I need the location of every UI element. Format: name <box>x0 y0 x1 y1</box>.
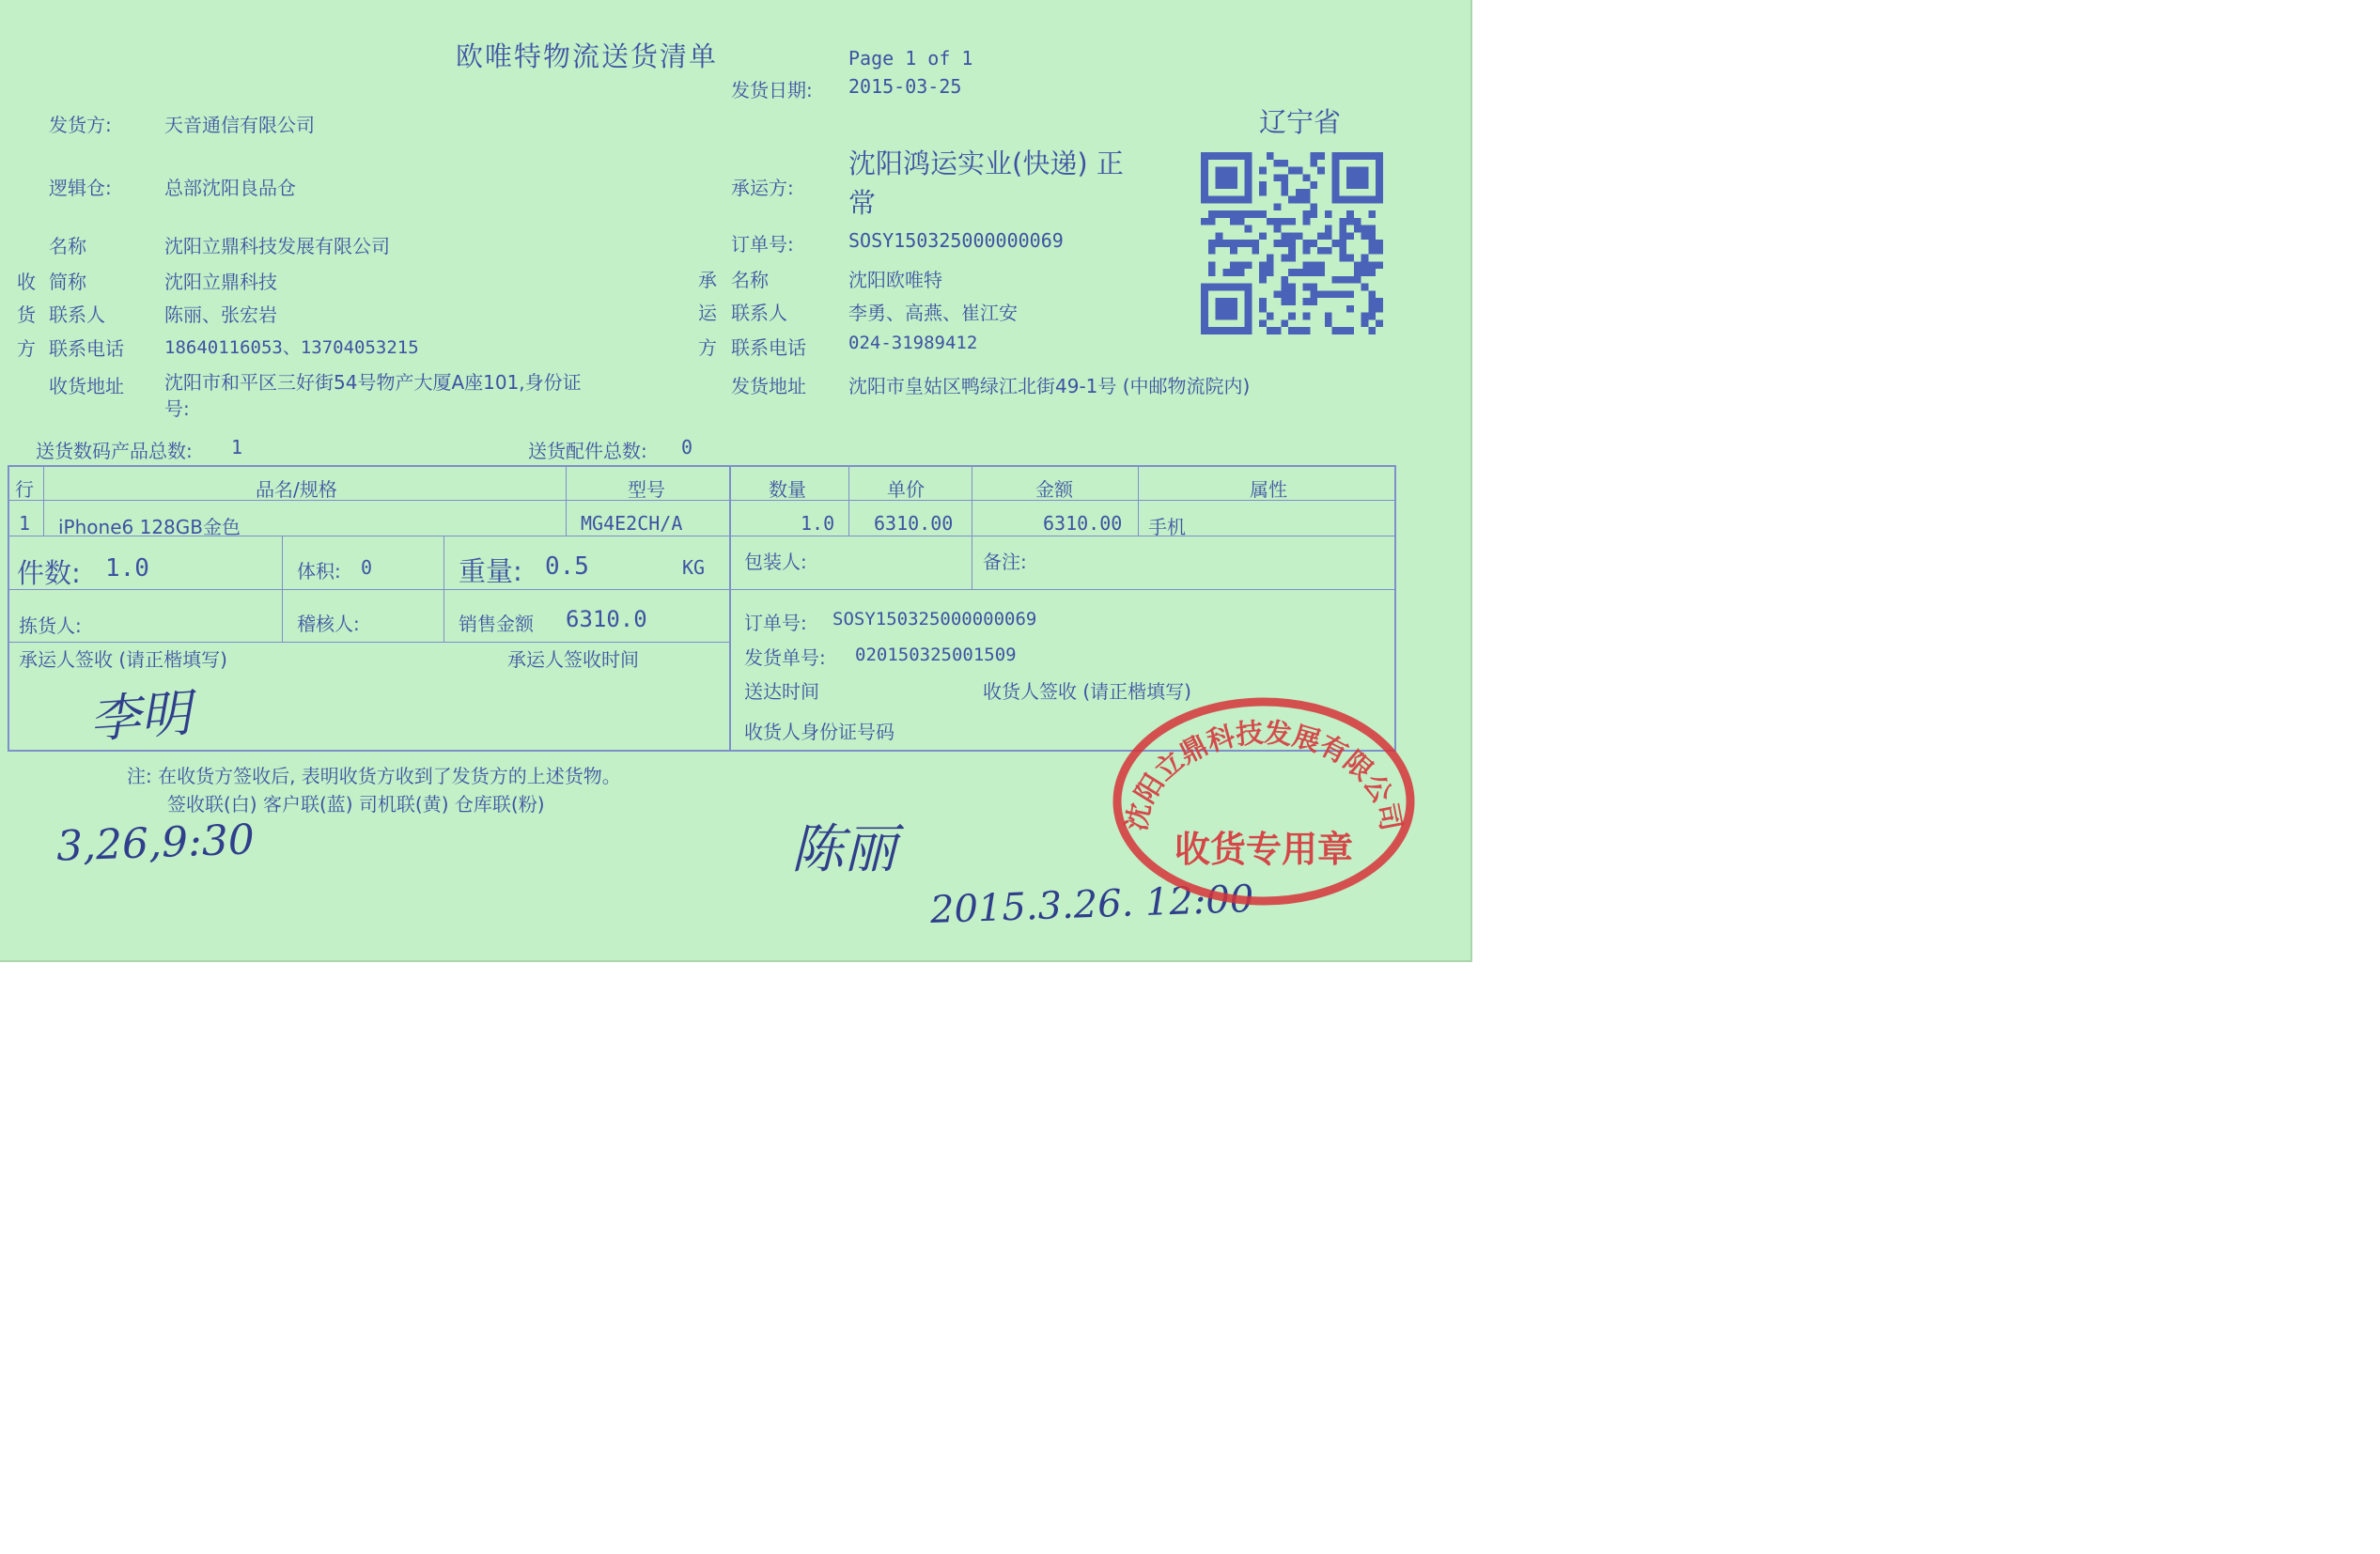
col-divider-model <box>729 465 731 752</box>
table-row-product: iPhone6 128GB金色 <box>58 516 241 538</box>
receiver-phone-label: 联系电话 <box>49 337 124 360</box>
pieces-label: 件数: <box>17 557 81 589</box>
receiving-stamp <box>1109 691 1419 909</box>
carrier-address: 沈阳市皇姑区鸭绿江北街49-1号 (中邮物流院内) <box>848 375 1251 397</box>
document-title: 欧唯特物流送货清单 <box>456 40 719 72</box>
carrier-contact: 李勇、高燕、崔江安 <box>848 302 1018 324</box>
digital-total: 1 <box>231 436 243 458</box>
volume-value: 0 <box>361 556 373 579</box>
ship-date-label: 发货日期: <box>731 79 813 101</box>
time-note: 3,26,9:30 <box>55 816 256 871</box>
receiver-name-label: 名称 <box>49 235 86 257</box>
receiver-sign-label: 收货人签收 (请正楷填写) <box>983 680 1191 703</box>
table-divider-picker <box>8 642 729 643</box>
receiver-address-label: 收货地址 <box>49 375 124 397</box>
warehouse-label: 逻辑仓: <box>49 177 112 199</box>
carrier-side-char-3: 方 <box>698 336 717 359</box>
picker-label: 拣货人: <box>19 614 82 637</box>
weight-unit: KG <box>682 556 706 579</box>
carrier-contact-label: 联系人 <box>731 302 787 324</box>
pieces-value: 1.0 <box>105 554 149 583</box>
col-header-qty: 数量 <box>769 478 806 501</box>
receiver-short-label: 简称 <box>49 271 86 293</box>
table-row-qty: 1.0 <box>801 512 835 535</box>
col-header-attr: 属性 <box>1250 478 1287 501</box>
receiver-address-line1: 沈阳市和平区三好街54号物产大厦A座101,身份证 <box>164 371 582 394</box>
receiver-name: 沈阳立鼎科技发展有限公司 <box>164 235 390 257</box>
date-note: 2015.3.26. 12:00 <box>929 878 1254 932</box>
col-header-amount: 金额 <box>1035 478 1073 501</box>
table-row-amount: 6310.00 <box>1043 512 1123 535</box>
packer-label: 包装人: <box>744 551 807 573</box>
col-divider-amount <box>1138 465 1139 536</box>
checker-label: 稽核人: <box>297 613 360 635</box>
table-row-price: 6310.00 <box>874 512 954 535</box>
ship-date: 2015-03-25 <box>848 75 962 98</box>
col-header-price: 单价 <box>887 478 925 501</box>
receiver-side-char-2: 货 <box>17 303 36 326</box>
table-row-attr: 手机 <box>1148 516 1186 538</box>
carrier-phone: 024-31989412 <box>848 333 978 353</box>
receiver-contact-label: 联系人 <box>49 303 105 326</box>
sales-label: 销售金额 <box>459 613 534 635</box>
carrier-phone-label: 联系电话 <box>731 336 806 359</box>
col-header-name: 品名/规格 <box>256 478 337 501</box>
receiver-phone: 18640116053、13704053215 <box>164 337 419 358</box>
col-divider-row <box>43 465 44 536</box>
qr-code-icon <box>1201 150 1383 336</box>
carrier-time-label: 承运人签收时间 <box>507 648 639 671</box>
delivery-slip <box>0 0 1472 962</box>
svg-text:收货专用章: 收货专用章 <box>1174 829 1354 870</box>
carrier-label: 承运方: <box>731 177 794 199</box>
volume-label: 体积: <box>297 560 341 583</box>
order-no-label: 订单号: <box>731 233 794 256</box>
col-divider-qty <box>848 465 849 536</box>
weight-value: 0.5 <box>545 552 589 581</box>
deliver-time-label: 送达时间 <box>744 680 819 703</box>
province-label: 辽宁省 <box>1259 106 1342 138</box>
receiver-signature: 陈丽 <box>791 819 896 880</box>
remark-label: 备注: <box>983 551 1027 573</box>
table-row-model: MG4E2CH/A <box>581 512 683 535</box>
table-divider-summary <box>8 589 1396 590</box>
carrier-sign-label: 承运人签收 (请正楷填写) <box>19 648 227 671</box>
receiver-side-char-1: 收 <box>17 271 36 293</box>
carrier-value-line2: 常 <box>848 187 877 219</box>
svg-text:沈阳立鼎科技发展有限公司: 沈阳立鼎科技发展有限公司 <box>1120 716 1408 833</box>
accessory-total-label: 送货配件总数: <box>528 440 647 462</box>
accessory-total: 0 <box>681 436 693 458</box>
digital-total-label: 送货数码产品总数: <box>36 440 193 462</box>
carrier-name-label: 名称 <box>731 269 769 291</box>
footer-copies: 签收联(白) 客户联(蓝) 司机联(黄) 仓库联(粉) <box>167 793 545 816</box>
order-no: SOSY150325000000069 <box>848 229 1064 252</box>
receiver-address-line2: 号: <box>164 397 190 420</box>
receiver-id-label: 收货人身份证号码 <box>744 721 894 743</box>
carrier-address-label: 发货地址 <box>731 375 806 397</box>
shipper-value: 天音通信有限公司 <box>164 114 315 136</box>
footer-note: 注: 在收货方签收后, 表明收货方收到了发货方的上述货物。 <box>127 765 621 787</box>
receiver-short: 沈阳立鼎科技 <box>164 271 277 293</box>
col-divider-weight <box>443 536 444 642</box>
col-divider-name <box>566 465 567 536</box>
receiver-side-char-3: 方 <box>17 337 36 360</box>
carrier-signature: 李明 <box>87 683 194 750</box>
weight-label: 重量: <box>459 555 522 587</box>
table-border-left <box>8 465 9 752</box>
carrier-side-char-2: 运 <box>698 302 717 324</box>
table-border-top <box>8 465 1396 467</box>
table-row-index: 1 <box>19 512 31 535</box>
ship-no: 020150325001509 <box>855 645 1017 665</box>
col-header-model: 型号 <box>628 478 665 501</box>
warehouse-value: 总部沈阳良品仓 <box>164 177 296 199</box>
table-divider-header <box>8 500 1396 501</box>
col-divider-volume <box>282 536 283 642</box>
shipper-label: 发货方: <box>49 114 112 136</box>
sales-value: 6310.0 <box>566 606 647 632</box>
summary-order-no-label: 订单号: <box>744 612 807 634</box>
carrier-name: 沈阳欧唯特 <box>848 269 942 291</box>
carrier-value-line1: 沈阳鸿运实业(快递) 正 <box>848 148 1124 179</box>
ship-no-label: 发货单号: <box>744 646 826 669</box>
page-indicator: Page 1 of 1 <box>848 47 973 70</box>
col-header-row: 行 <box>15 478 34 501</box>
summary-order-no: SOSY150325000000069 <box>832 609 1037 629</box>
carrier-side-char-1: 承 <box>698 269 717 291</box>
receiver-contact: 陈丽、张宏岩 <box>164 303 277 326</box>
